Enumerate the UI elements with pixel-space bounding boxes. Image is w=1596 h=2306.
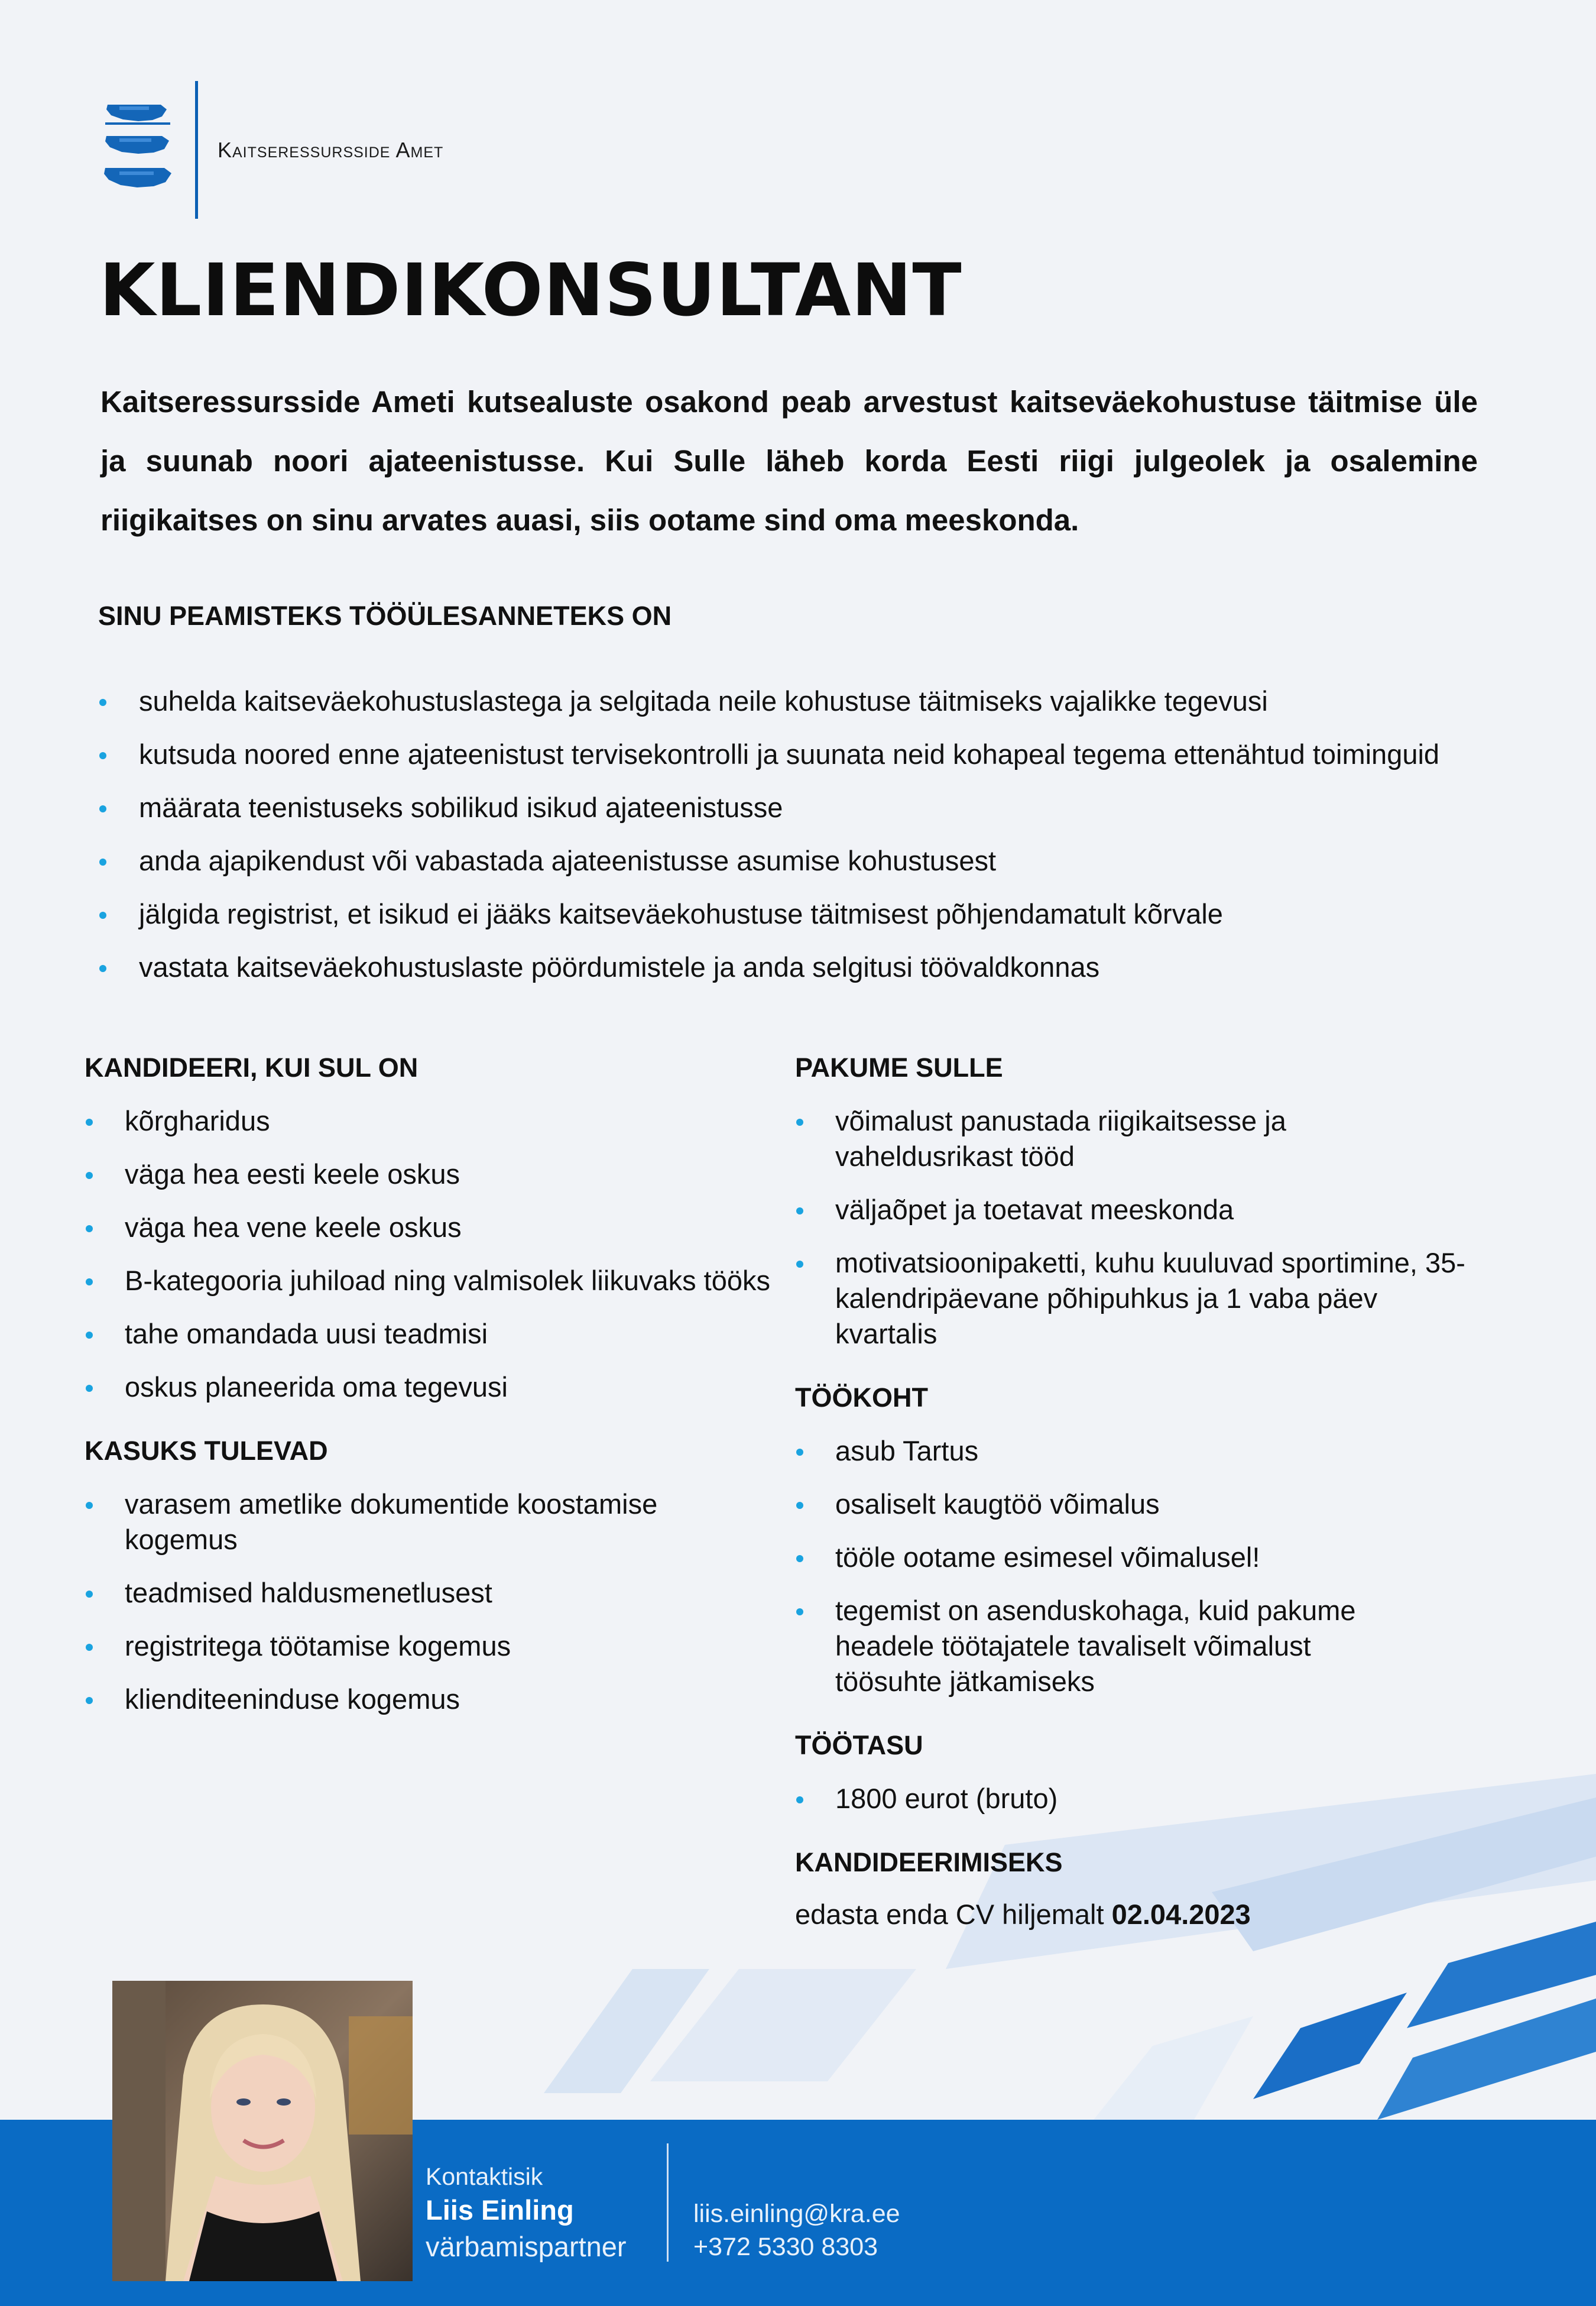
page-title: KLIENDIKONSULTANT	[99, 248, 962, 332]
organization-name: Kaitseressursside Amet	[218, 138, 444, 162]
list-item: jälgida registrist, et isikud ei jääks kaitseväekohustuse täitmisest põhjendamatult kõrvale	[139, 896, 1569, 932]
list-item: oskus planeerida oma tegevusi	[125, 1369, 764, 1405]
requirements-section	[85, 1052, 770, 1405]
contact-phone-link[interactable]: +372 5330 8303	[693, 2233, 878, 2261]
list-item: tegemist on asenduskohaga, kuid pakume headele töötajatele tavaliselt võimalust töösuhte jätkamiseks	[835, 1593, 1391, 1699]
footer-divider	[667, 2143, 669, 2262]
offer-list	[795, 1103, 1504, 1352]
advantages-list	[85, 1486, 764, 1717]
apply-instruction: edasta enda CV hiljemalt	[795, 1899, 1104, 1930]
list-item: osaliselt kaugtöö võimalus	[835, 1486, 1504, 1522]
right-column	[795, 1052, 1504, 1961]
list-item: tööle ootame esimesel võimalusel!	[835, 1540, 1504, 1575]
duties-list	[139, 684, 1569, 1003]
list-item: määrata teenistuseks sobilikud isikud ajateenistusse	[139, 790, 1569, 825]
workplace-list	[795, 1433, 1504, 1699]
apply-section	[795, 1847, 1504, 1931]
contact-email-link[interactable]: liis.einling@kra.ee	[693, 2200, 900, 2228]
offer-heading: PAKUME SULLE	[795, 1052, 1003, 1083]
requirements-heading: KANDIDEERI, KUI SUL ON	[85, 1052, 419, 1083]
intro-paragraph: Kaitseressursside Ameti kutsealuste osakond peab arvestust kaitseväekohustuse täitmise üle ja suunab noori ajateenistusse. Kui Sulle läheb korda Eesti riigi julgeolek ja osalemine riigikaitses on sinu arvates auasi, siis ootame sind oma meeskonda.	[100, 385, 1478, 537]
list-item: motivatsioonipaketti, kuhu kuuluvad sportimine, 35-kalendripäevane põhipuhkus ja 1 vaba päev kvartalis	[835, 1245, 1480, 1352]
workplace-heading: TÖÖKOHT	[795, 1382, 928, 1413]
apply-heading: KANDIDEERIMISEKS	[795, 1847, 1063, 1877]
three-lions-emblem-icon	[102, 102, 177, 199]
list-item: suhelda kaitseväekohustuslastega ja selgitada neile kohustuse täitmiseks vajalikke tegevusi	[139, 684, 1569, 719]
list-item: registritega töötamise kogemus	[125, 1628, 764, 1664]
list-item: väga hea eesti keele oskus	[125, 1157, 764, 1192]
contact-role: värbamispartner	[426, 2231, 627, 2262]
list-item: võimalust panustada riigikaitsesse ja vaheldusrikast tööd	[835, 1103, 1367, 1174]
advantages-heading: KASUKS TULEVAD	[85, 1436, 328, 1466]
requirements-list	[85, 1103, 770, 1405]
list-item: varasem ametlike dokumentide koostamise kogemus	[125, 1486, 739, 1557]
list-item: kutsuda noored enne ajateenistust tervisekontrolli ja suunata neid kohapeal tegema ettenähtud toiminguid	[139, 737, 1569, 772]
contact-name: Liis Einling	[426, 2194, 574, 2226]
contact-person-avatar-icon	[112, 1981, 413, 2281]
list-item: asub Tartus	[835, 1433, 1504, 1469]
duties-heading: SINU PEAMISTEKS TÖÖÜLESANNETEKS ON	[98, 601, 672, 631]
list-item: klienditeeninduse kogemus	[125, 1682, 764, 1717]
list-item: anda ajapikendust või vabastada ajateenistusse asumise kohustusest	[139, 843, 1569, 879]
salary-list	[795, 1781, 1504, 1816]
apply-text	[795, 1898, 1504, 1931]
list-item: väljaõpet ja toetavat meeskonda	[835, 1192, 1504, 1228]
contact-photo	[112, 1981, 413, 2281]
workplace-section	[795, 1382, 1504, 1699]
list-item: vastata kaitseväekohustuslaste pöördumistele ja anda selgitusi töövaldkonnas	[139, 950, 1569, 985]
left-column	[85, 1052, 770, 1748]
advantages-section	[85, 1436, 764, 1717]
contact-label: Kontaktisik	[426, 2163, 543, 2190]
list-item: teadmised haldusmenetlusest	[125, 1575, 764, 1611]
apply-deadline: 02.04.2023	[1111, 1899, 1251, 1930]
list-item: 1800 eurot (bruto)	[835, 1781, 1504, 1816]
offer-section	[795, 1052, 1504, 1352]
list-item: väga hea vene keele oskus	[125, 1210, 764, 1245]
salary-heading: TÖÖTASU	[795, 1730, 923, 1760]
logo-divider	[195, 81, 198, 219]
salary-section	[795, 1730, 1504, 1816]
list-item: tahe omandada uusi teadmisi	[125, 1316, 764, 1352]
list-item: B-kategooria juhiload ning valmisolek liikuvaks tööks	[125, 1263, 775, 1298]
list-item: kõrgharidus	[125, 1103, 764, 1139]
